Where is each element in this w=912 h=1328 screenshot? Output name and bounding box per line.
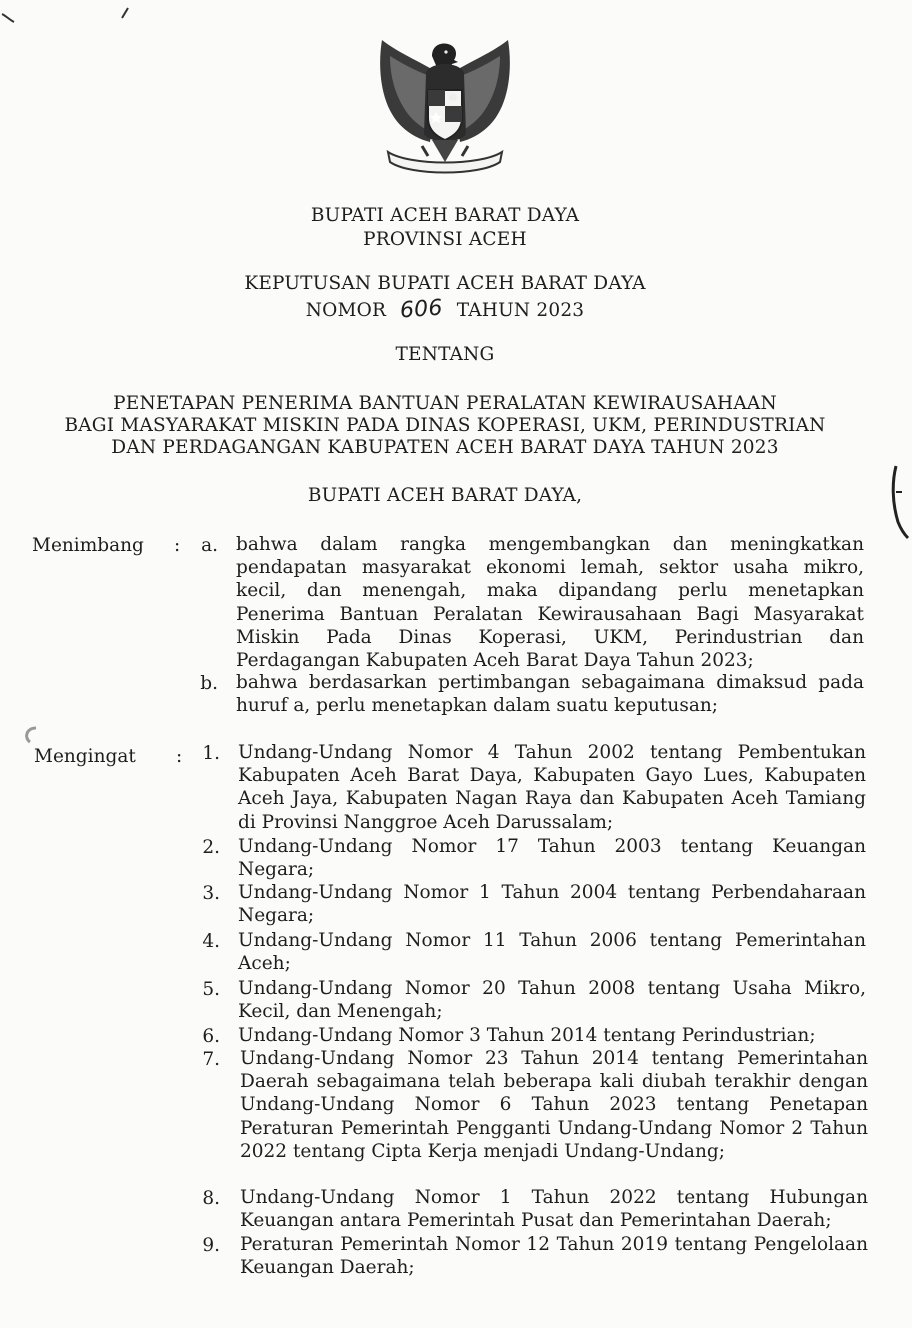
mengingat-item-2-text: Undang-Undang Nomor 17 Tahun 2003 tentang Keuangan Negara; [238, 836, 866, 881]
nomor-label: NOMOR [305, 300, 387, 321]
menimbang-label: Menimbang [32, 535, 144, 556]
mengingat-item-5-marker: 5. [202, 979, 220, 1000]
mengingat-item-8-text: Undang-Undang Nomor 1 Tahun 2022 tentang Hubungan Keuangan antara Pemerintah Pusat dan Pemerintahan Daerah; [240, 1187, 868, 1232]
mengingat-item-9-marker: 9. [202, 1235, 220, 1256]
tahun-label: TAHUN 2023 [456, 300, 585, 321]
menimbang-item-a-text: bahwa dalam rangka mengembangkan dan meningkatkan pendapatan masyarakat ekonomi lemah, sektor usaha mikro, kecil, dan menengah, maka dipandang perlu menetapkan Penerima Bantuan Peralatan Kewirausahaan Bagi Masyarakat Miskin Pada Dinas Koperasi, UKM, Perindustrian dan Perdagangan Kabupaten Aceh Barat Daya Tahun 2023; [236, 534, 864, 672]
mengingat-item-8-marker: 8. [202, 1188, 220, 1209]
mengingat-label: Mengingat [34, 746, 136, 767]
mengingat-item-1-marker: 1. [202, 743, 220, 764]
mengingat-item-6-text: Undang-Undang Nomor 3 Tahun 2014 tentang Perindustrian; [238, 1025, 816, 1046]
menimbang-item-a-marker: a. [201, 535, 218, 556]
mengingat-item-4-marker: 4. [202, 931, 220, 952]
authority-title: BUPATI ACEH BARAT DAYA [310, 205, 580, 226]
subject-line-2: BAGI MASYARAKAT MISKIN PADA DINAS KOPERASI, UKM, PERINDUSTRIAN [64, 415, 826, 436]
margin-mark-icon [888, 462, 912, 542]
mengingat-item-5-text: Undang-Undang Nomor 20 Tahun 2008 tentang Usaha Mikro, Kecil, dan Menengah; [238, 978, 866, 1023]
mengingat-item-3-marker: 3. [202, 883, 220, 904]
garuda-emblem-icon [370, 34, 520, 182]
mengingat-item-9-text: Peraturan Pemerintah Nomor 12 Tahun 2019 tentang Pengelolaan Keuangan Daerah; [240, 1234, 868, 1279]
nomor-value-handwritten: 606 [399, 295, 444, 324]
issuer-title: BUPATI ACEH BARAT DAYA, [307, 485, 583, 506]
mengingat-item-3-text: Undang-Undang Nomor 1 Tahun 2004 tentang Perbendaharaan Negara; [238, 882, 866, 927]
mengingat-item-1-text: Undang-Undang Nomor 4 Tahun 2002 tentang Pembentukan Kabupaten Aceh Barat Daya, Kabupaten Gayo Lues, Kabupaten Aceh Jaya, Kabupaten Nagan Raya dan Kabupaten Aceh Tamiang di Provinsi Nanggroe Aceh Darussalam; [238, 742, 866, 833]
mengingat-item-7-marker: 7. [202, 1049, 220, 1070]
menimbang-colon: : [174, 535, 181, 556]
subject-line-1: PENETAPAN PENERIMA BANTUAN PERALATAN KEWIRAUSAHAAN [113, 393, 777, 414]
decree-number-line [0, 297, 890, 322]
mengingat-item-4-text: Undang-Undang Nomor 11 Tahun 2006 tentang Pemerintahan Aceh; [238, 930, 866, 975]
hole-punch-mark-icon [20, 724, 42, 746]
mengingat-item-7-text: Undang-Undang Nomor 23 Tahun 2014 tentang Pemerintahan Daerah sebagaimana telah beberapa kali diubah terakhir dengan Undang-Undang Nomor 6 Tahun 2023 tentang Penetapan Peraturan Pemerintah Pengganti Undang-Undang Nomor 2 Tahun 2022 tentang Cipta Kerja menjadi Undang-Undang; [240, 1048, 868, 1162]
subject-line-3: DAN PERDAGANGAN KABUPATEN ACEH BARAT DAYA TAHUN 2023 [111, 437, 779, 458]
scan-mark-icon [0, 0, 140, 30]
authority-province: PROVINSI ACEH [363, 229, 527, 250]
menimbang-item-b-text: bahwa berdasarkan pertimbangan sebagaimana dimaksud pada huruf a, perlu menetapkan dalam suatu keputusan; [236, 672, 864, 717]
decree-title: KEPUTUSAN BUPATI ACEH BARAT DAYA [244, 273, 646, 294]
mengingat-item-2-marker: 2. [202, 837, 220, 858]
menimbang-item-b-marker: b. [200, 673, 218, 694]
mengingat-item-6-marker: 6. [202, 1026, 220, 1047]
mengingat-colon: : [176, 746, 183, 767]
tentang-heading: TENTANG [395, 344, 495, 365]
